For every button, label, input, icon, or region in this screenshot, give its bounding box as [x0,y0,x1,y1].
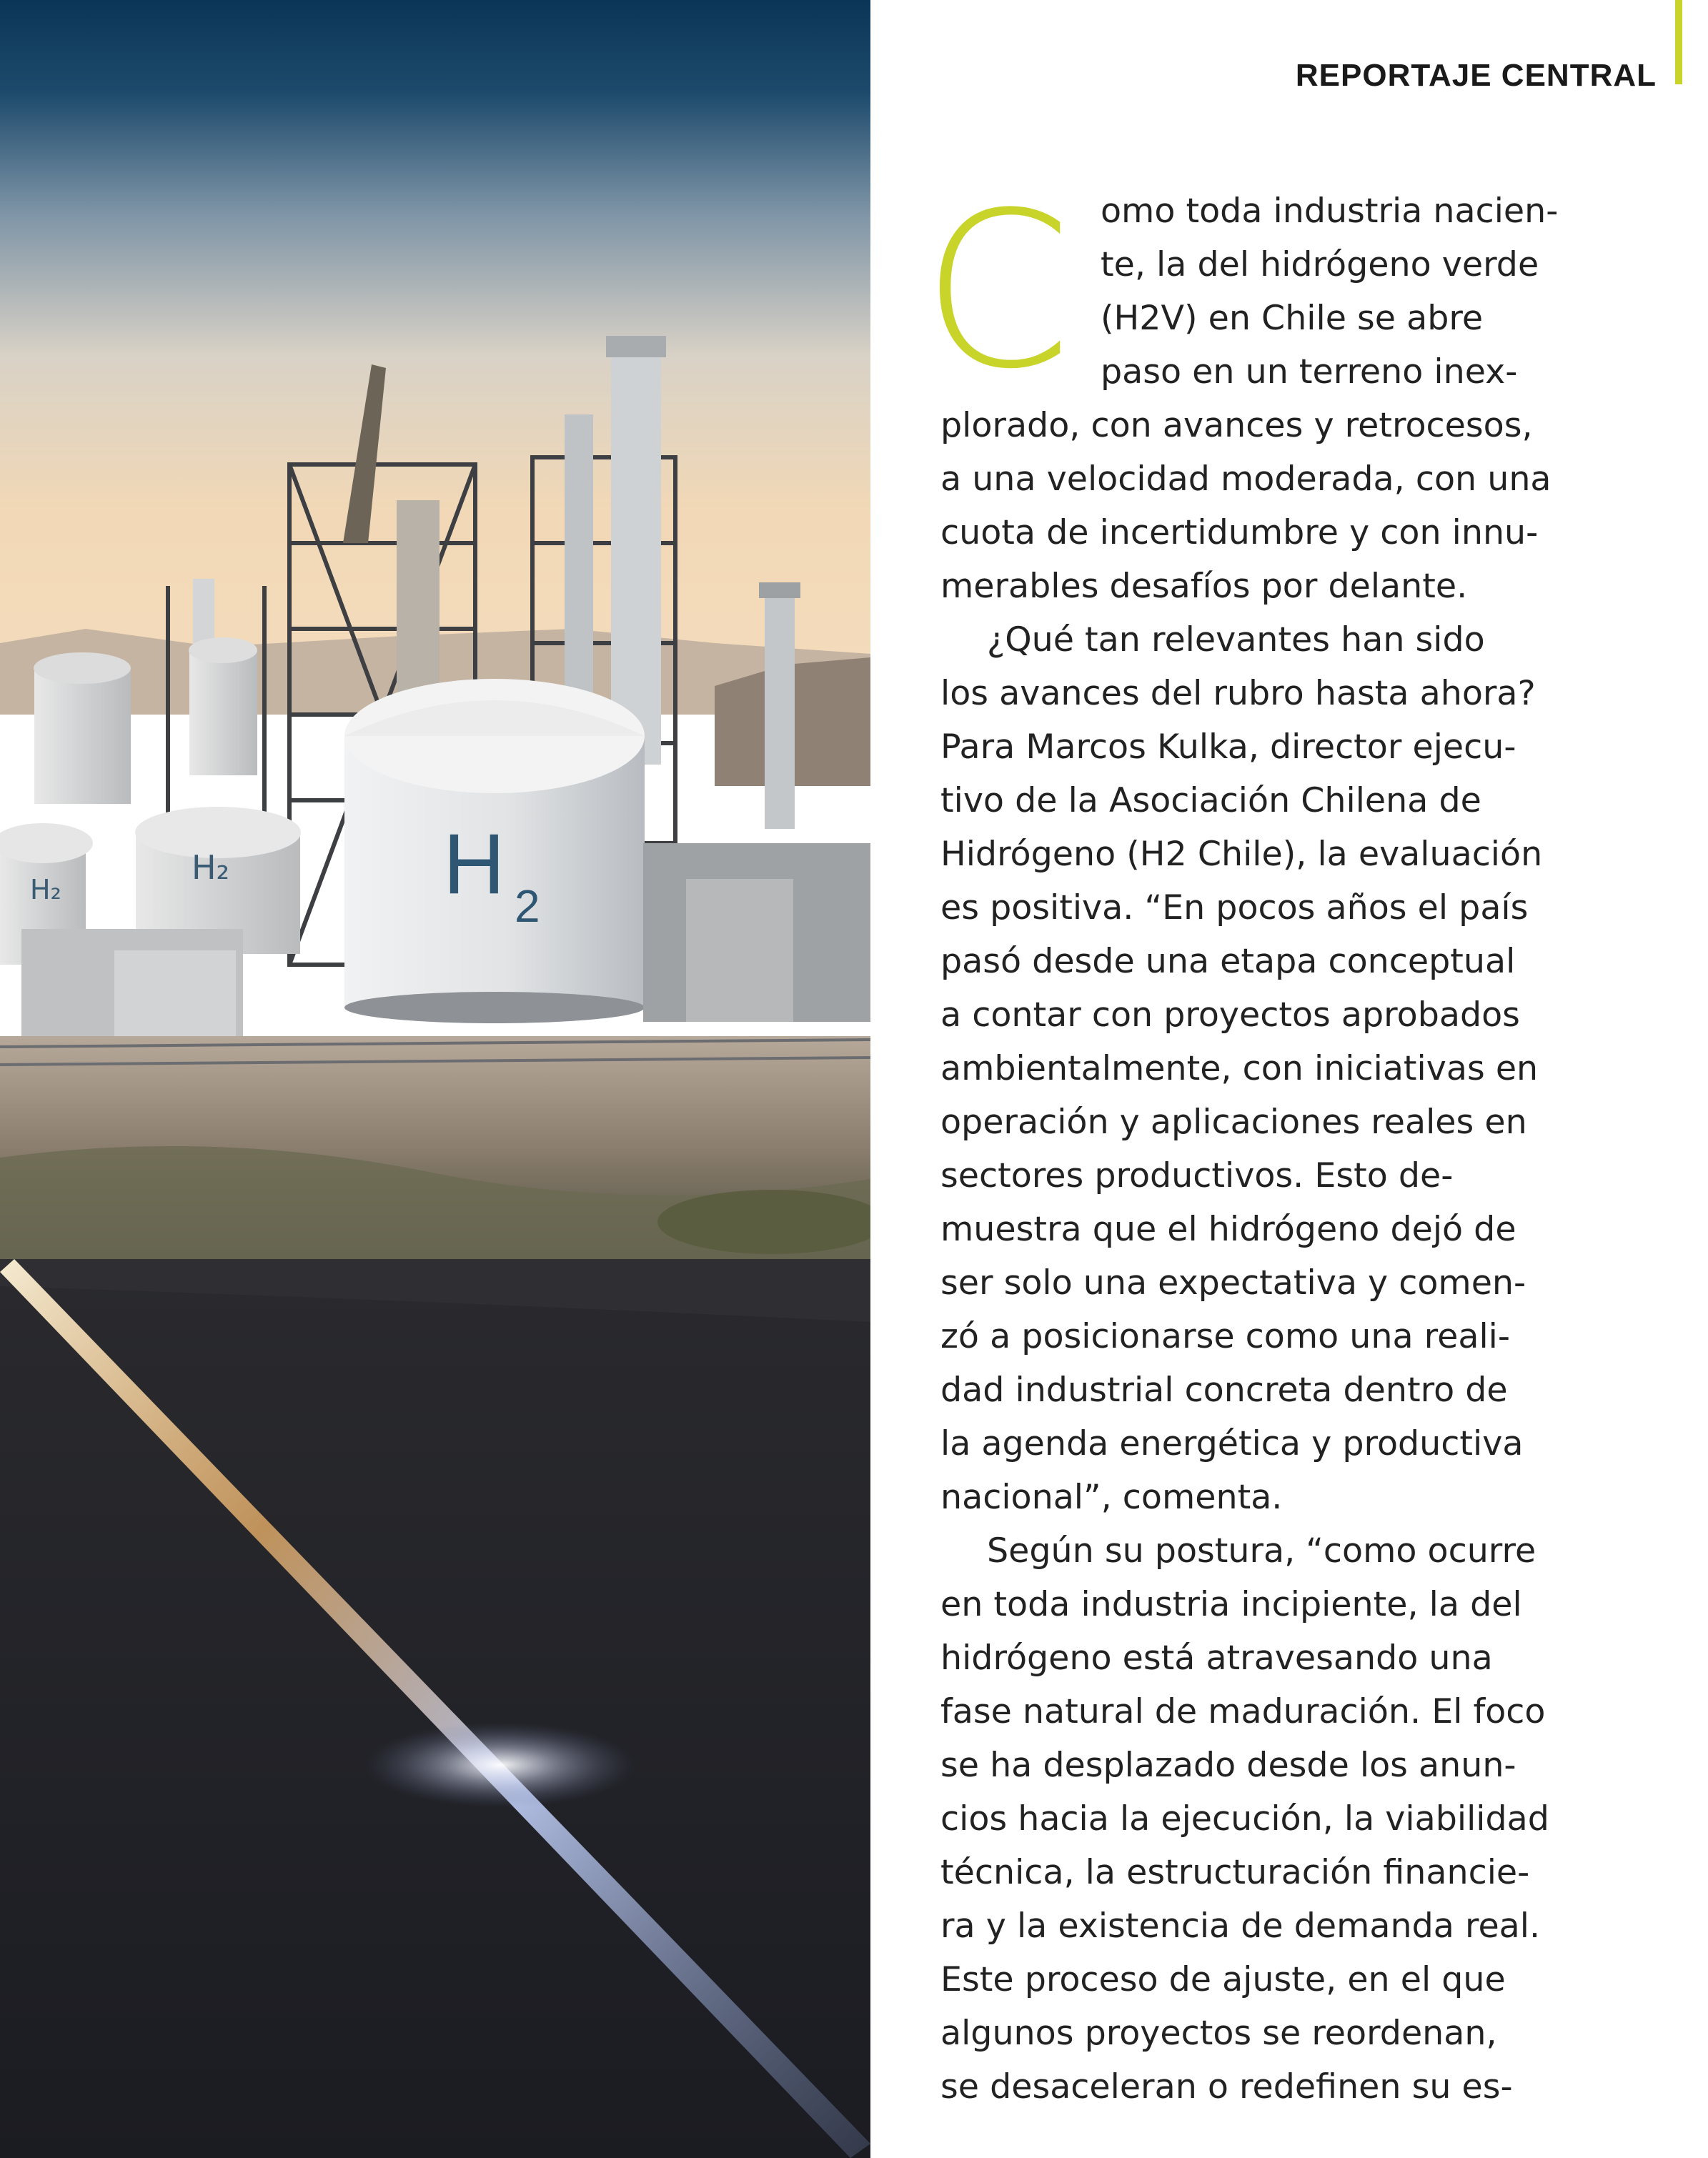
article-paragraph [940,184,1605,613]
article-line: es positiva. “En pocos años el país [940,888,1529,928]
article-line: plorado, con avances y retrocesos, [940,406,1533,445]
article-line: cuota de incertidumbre y con innu- [940,513,1539,552]
article-line: operación y aplicaciones reales en [940,1103,1527,1142]
article-line: tivo de la Asociación Chilena de [940,781,1481,820]
article-line: técnica, la estructuración financie- [940,1853,1530,1892]
article-line: ambientalmente, con iniciativas en [940,1049,1539,1088]
article-line: en toda industria incipiente, la del [940,1585,1522,1624]
article-line: pasó desde una etapa conceptual [940,942,1516,981]
article-line: (H2V) en Chile se abre [1101,299,1484,338]
drop-cap: C [922,166,1072,416]
article-line: Para Marcos Kulka, director ejecu- [940,727,1516,767]
tank-label-large: H [443,816,505,912]
article-line: paso en un terreno inex- [1101,352,1518,392]
tank-label-subscript: 2 [515,880,540,932]
tank-label-small-left: H₂ [30,874,61,905]
article-line: hidrógeno está atravesando una [940,1639,1493,1678]
article-line: la agenda energética y productiva [940,1424,1524,1463]
article-paragraph [940,1524,1605,2114]
article-line: muestra que el hidrógeno dejó de [940,1210,1516,1249]
article-line: sectores productivos. Esto de- [940,1156,1454,1195]
article-line: algunos proyectos se reordenan, [940,2014,1497,2053]
article-line: ra y la existencia de demanda real. [940,1906,1541,1946]
article-line: ser solo una expectativa y comen- [940,1263,1526,1303]
article-line: Hidrógeno (H2 Chile), la evaluación [940,835,1543,874]
tank-label-small-middle: H₂ [192,848,230,887]
article-line: nacional”, comenta. [940,1478,1283,1517]
article-paragraph [940,613,1605,1524]
section-label: REPORTAJE CENTRAL [1295,58,1657,93]
article-line: cios hacia la ejecución, la viabilidad [940,1799,1549,1839]
article-line: Este proceso de ajuste, en el que [940,1960,1506,1999]
article-line: Según su postura, “como ocurre [987,1531,1536,1571]
article-body [940,184,1605,2114]
article-line: dad industrial concreta dentro de [940,1371,1508,1410]
article-line: a contar con proyectos aprobados [940,995,1520,1035]
article-line: a una velocidad moderada, con una [940,459,1551,499]
article-line: te, la del hidrógeno verde [1101,245,1539,284]
article-line: se ha desplazado desde los anun- [940,1746,1516,1785]
article-line: ¿Qué tan relevantes han sido [987,620,1485,660]
article-line: los avances del rubro hasta ahora? [940,674,1536,713]
article-line: fase natural de maduración. El foco [940,1692,1546,1731]
section-accent-bar [1675,0,1682,84]
article-line: omo toda industria nacien- [1101,192,1559,231]
article-line: merables desafíos por delante. [940,567,1468,606]
article-line: se desaceleran o redefinen su es- [940,2067,1513,2107]
article-line: zó a posicionarse como una reali- [940,1317,1511,1356]
